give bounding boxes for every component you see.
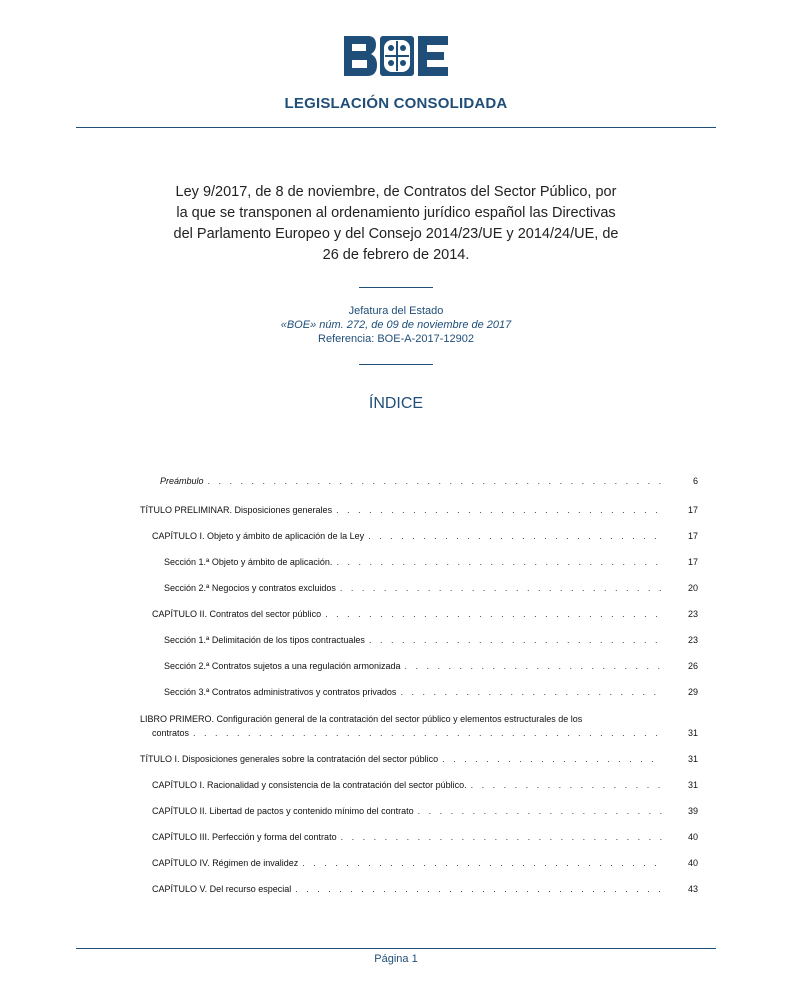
toc-entry-preambulo[interactable] [160,476,666,486]
index-heading: ÍNDICE [368,395,424,412]
toc-page-number: 23 [687,635,698,645]
law-title [150,182,642,266]
toc-leader-dots [208,476,662,486]
toc-entry-seccion[interactable] [164,661,666,671]
toc-entry-capitulo[interactable] [152,884,666,894]
toc-page-number: 17 [687,531,698,541]
toc-leader-dots [442,754,662,764]
toc-entry-label: TÍTULO I. Disposiciones generales sobre la contratación del sector público [140,754,439,764]
toc-entry-capitulo[interactable] [152,806,666,816]
toc-entry-label: Sección 2.ª Contratos sujetos a una regulación armonizada [164,661,401,671]
toc-entry-label: Sección 1.ª Objeto y ámbito de aplicación. [164,557,333,567]
header-divider [76,127,716,128]
toc-entry-label: Sección 3.ª Contratos administrativos y contratos privados [164,687,397,697]
toc-entry-libro-primero[interactable] [152,728,666,738]
toc-page-number: 26 [687,661,698,671]
law-title-line: la que se transponen al ordenamiento jurídico español las Directivas [176,205,616,221]
toc-leader-dots [404,661,662,671]
toc-entry-label: CAPÍTULO II. Libertad de pactos y contenido mínimo del contrato [152,806,414,816]
toc-page-number: 40 [687,832,698,842]
toc-entry-label: CAPÍTULO V. Del recurso especial [152,884,292,894]
toc-page-number: 29 [687,687,698,697]
toc-entry-label: CAPÍTULO III. Perfección y forma del contrato [152,832,337,842]
toc-entry-label: CAPÍTULO IV. Régimen de invalidez [152,858,299,868]
issuer: Jefatura del Estado [348,305,444,317]
toc-entry-capitulo[interactable] [152,858,666,868]
toc-leader-dots [369,635,662,645]
meta-divider-top [359,287,433,288]
law-title-line: del Parlamento Europeo y del Consejo 2014/23/UE y 2014/24/UE, de [173,226,619,242]
toc-page-number: 31 [687,754,698,764]
toc-leader-dots [400,687,662,697]
boe-logo [344,36,448,76]
document-meta [0,304,792,346]
toc-entry-seccion[interactable] [164,635,666,645]
toc-page-number: 23 [687,609,698,619]
toc-entry-capitulo[interactable] [152,780,666,790]
toc-entry-capitulo[interactable] [152,531,666,541]
toc-entry-label: Preámbulo [160,476,204,486]
toc-entry-seccion[interactable] [164,687,666,697]
toc-entry-seccion[interactable] [164,583,666,593]
toc-entry-label: CAPÍTULO I. Racionalidad y consistencia de la contratación del sector público. [152,780,467,790]
toc-leader-dots [368,531,662,541]
toc-entry-libro-first-line: LIBRO PRIMERO. Configuración general de la contratación del sector público y elementos estructurales de los [140,714,583,724]
toc-entry-label: CAPÍTULO I. Objeto y ámbito de aplicación de la Ley [152,531,365,541]
toc-page-number: 40 [687,858,698,868]
header-title: LEGISLACIÓN CONSOLIDADA [284,95,508,112]
toc-leader-dots [302,858,662,868]
toc-leader-dots [336,505,662,515]
toc-page-number: 31 [687,780,698,790]
toc-entry-capitulo[interactable] [152,832,666,842]
law-title-line: 26 de febrero de 2014. [322,247,470,263]
toc-page-number: 20 [687,583,698,593]
bulletin-reference: «BOE» núm. 272, de 09 de noviembre de 2017 [280,319,512,331]
toc-leader-dots [193,728,662,738]
toc-entry-label: Sección 2.ª Negocios y contratos excluidos [164,583,336,593]
toc-leader-dots [341,832,662,842]
toc-leader-dots [295,884,662,894]
toc-page-number: 31 [687,728,698,738]
meta-divider-bottom [359,364,433,365]
page-number-footer: Página 1 [374,953,418,965]
toc-entry-capitulo[interactable] [152,609,666,619]
toc-page-number: 17 [687,505,698,515]
footer-divider [76,948,716,949]
toc-entry-titulo-preliminar[interactable] [140,505,666,515]
toc-entry-label: TÍTULO PRELIMINAR. Disposiciones generales [140,505,333,515]
toc-entry-label: CAPÍTULO II. Contratos del sector público [152,609,322,619]
toc-leader-dots [340,583,662,593]
toc-page-number: 6 [692,476,698,486]
toc-page-number: 39 [687,806,698,816]
law-title-line: Ley 9/2017, de 8 de noviembre, de Contratos del Sector Público, por [175,184,617,200]
toc-entry-seccion[interactable] [164,557,666,567]
toc-leader-dots [325,609,662,619]
toc-page-number: 43 [687,884,698,894]
toc-leader-dots [336,557,662,567]
toc-leader-dots [418,806,662,816]
toc-entry-label: contratos [152,728,190,738]
document-reference: Referencia: BOE-A-2017-12902 [318,333,474,345]
toc-entry-titulo[interactable] [140,754,666,764]
toc-page-number: 17 [687,557,698,567]
toc-entry-label: Sección 1.ª Delimitación de los tipos contractuales [164,635,365,645]
toc-leader-dots [471,780,662,790]
